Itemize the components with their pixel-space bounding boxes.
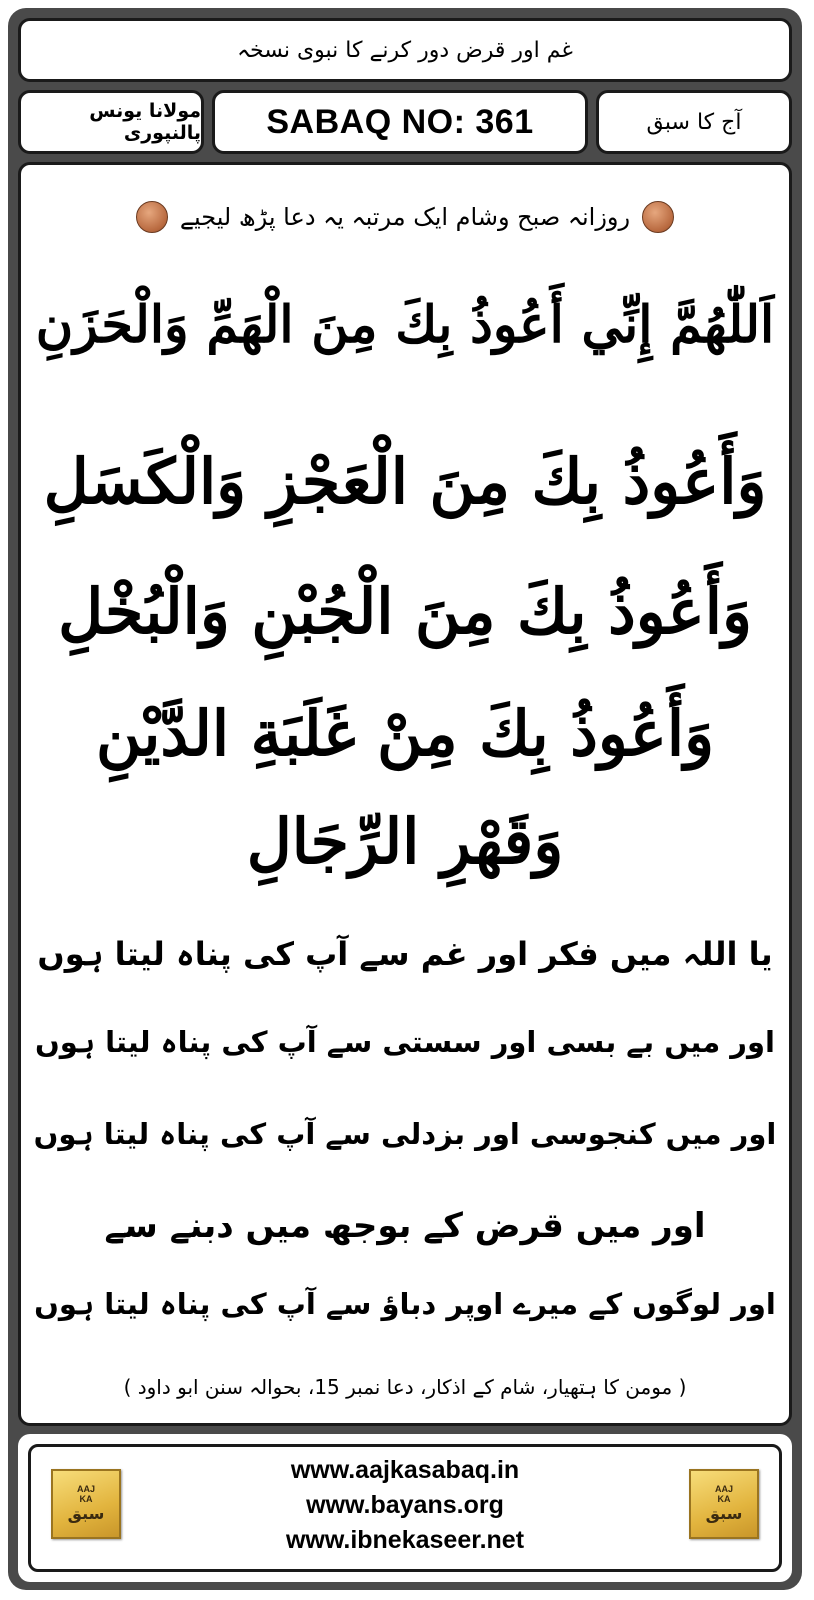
dua-line-1: اَللّٰهُمَّ إِنِّي أَعُوذُ بِكَ مِنَ الْهَمِّ وَالْحَزَنِ (35, 295, 775, 355)
logo-text-ka: KA (79, 1494, 93, 1504)
logo-text-sabaq: سبق (67, 1504, 105, 1523)
page-title: غم اور قرض دور کرنے کا نبوی نسخہ (237, 37, 573, 63)
translation-line-2: اور میں بے بسی اور سستی سے آپ کی پناہ لیتا ہوں (35, 1025, 775, 1059)
url-aajkasabaq-link[interactable]: www.aajkasabaq.in (290, 1456, 520, 1484)
footer-panel (28, 1444, 782, 1572)
footer-urls (31, 1453, 779, 1558)
intro-text: روزانہ صبح وشام ایک مرتبہ یہ دعا پڑھ لیجیے (179, 203, 631, 231)
intro-line (21, 201, 789, 233)
logo-text-ka: KA (717, 1494, 731, 1504)
title-box (18, 18, 792, 82)
aajkasabaq-logo-right (689, 1469, 759, 1539)
today-lesson-box (596, 90, 792, 154)
logo-text-aaj: AAJ (714, 1484, 733, 1494)
bullet-left-icon (642, 201, 674, 233)
author-box (18, 90, 204, 154)
dua-line-2: وَأَعُوذُ بِكَ مِنَ الْعَجْزِ وَالْكَسَلِ (43, 445, 767, 518)
dua-line-4: وَأَعُوذُ بِكَ مِنْ غَلَبَةِ الدَّيْنِ (95, 697, 715, 770)
url-bayans-link[interactable]: www.bayans.org (306, 1491, 504, 1519)
logo-text-sabaq: سبق (705, 1504, 743, 1523)
main-content (18, 162, 792, 1426)
translation-line-5: اور لوگوں کے میرے اوپر دباؤ سے آپ کی پناہ لیتا ہوں (34, 1287, 776, 1321)
today-lesson-label: آج کا سبق (646, 109, 742, 135)
footer (18, 1434, 792, 1582)
author-name: مولانا یونس پالنپوری (89, 100, 201, 144)
sabaq-number: SABAQ NO: 361 (266, 102, 534, 141)
reference-text: ( مومن کا ہتھیار، شام کے اذکار، دعا نمبر 15، بحوالہ سنن ابو داود ) (123, 1375, 687, 1399)
sabaq-number-box (212, 90, 588, 154)
url-ibnekaseer-link[interactable]: www.ibnekaseer.net (285, 1526, 525, 1554)
translation-line-4: اور میں قرض کے بوجھ میں دبنے سے (104, 1206, 706, 1246)
translation-line-1: یا اللہ میں فکر اور غم سے آپ کی پناہ لیتا ہوں (37, 935, 773, 973)
dua-line-5: وَقَهْرِ الرِّجَالِ (246, 805, 564, 878)
dua-line-3: وَأَعُوذُ بِكَ مِنَ الْجُبْنِ وَالْبُخْلِ (58, 575, 752, 648)
bullet-right-icon (136, 201, 168, 233)
translation-line-3: اور میں کنجوسی اور بزدلی سے آپ کی پناہ لیتا ہوں (33, 1117, 777, 1151)
logo-text-aaj: AAJ (76, 1484, 95, 1494)
